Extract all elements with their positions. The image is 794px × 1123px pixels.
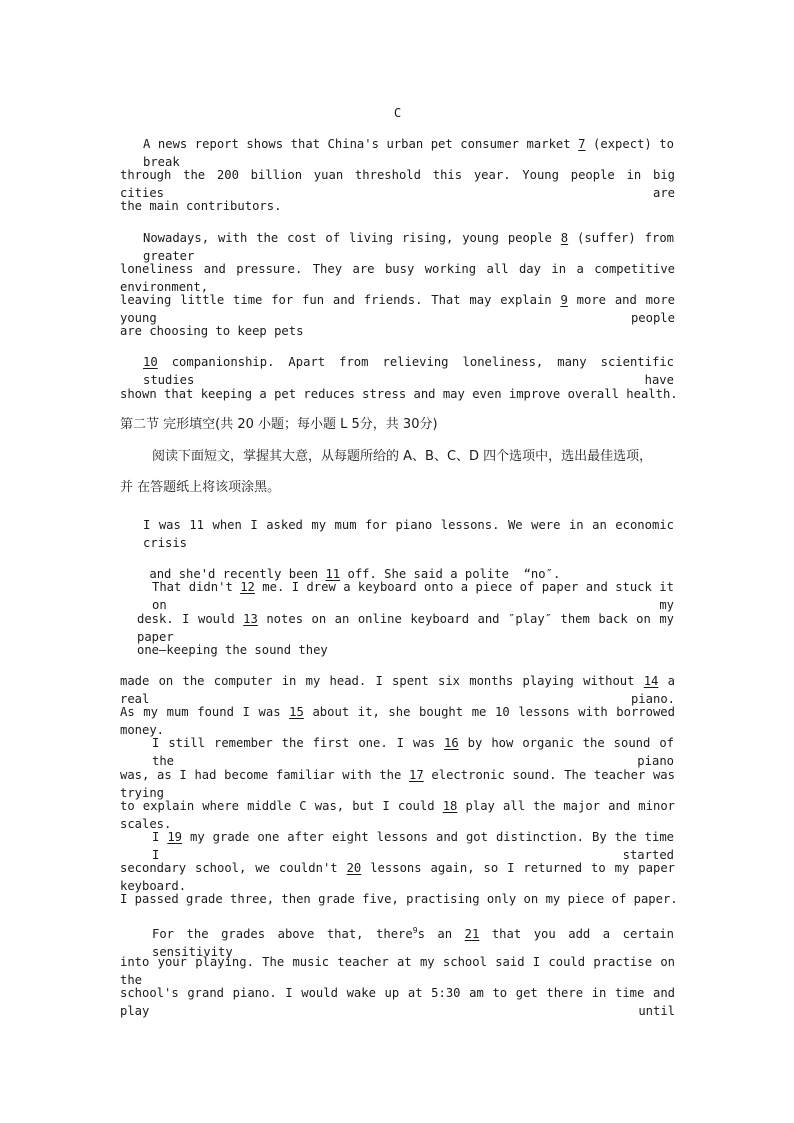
instruction-line: 阅读下面短文，掌握其大意，从每题所给的 A、B、C、D 四个选项中，选出最佳选项， bbox=[152, 449, 653, 464]
text: For the grades above that, there bbox=[152, 927, 413, 942]
blank-number: 17 bbox=[409, 768, 424, 782]
text: (expect) to break bbox=[143, 137, 674, 169]
text: electronic sound. The teacher was trying bbox=[120, 768, 675, 800]
passage-line bbox=[152, 922, 674, 960]
passage-line: the main contributors. bbox=[120, 199, 282, 213]
passage-line bbox=[143, 353, 674, 387]
passage-line bbox=[152, 578, 674, 612]
passage-line: one—keeping the sound they bbox=[137, 643, 328, 657]
blank-number: 21 bbox=[464, 927, 480, 942]
text: more and more young people bbox=[120, 293, 676, 325]
text: s an bbox=[417, 927, 465, 942]
text: That didn't bbox=[152, 580, 241, 594]
passage-line bbox=[152, 734, 675, 768]
passage-line: into your playing. The music teacher at my school said I could practise on the bbox=[120, 955, 675, 987]
blank-number: 20 bbox=[346, 861, 362, 875]
text: made on the computer in my head. I spent six months playing without bbox=[120, 674, 644, 688]
blank-number: 14 bbox=[643, 674, 659, 688]
passage-line bbox=[120, 547, 675, 581]
passage-line bbox=[152, 828, 674, 862]
blank-number: 11 bbox=[325, 567, 341, 581]
text: I bbox=[152, 830, 168, 844]
passage-line bbox=[120, 291, 676, 325]
blank-number: 7 bbox=[578, 137, 586, 151]
text: lessons again, so I returned to my paper keyboard. bbox=[120, 861, 675, 893]
text: a real piano. bbox=[120, 674, 675, 706]
passage-line bbox=[143, 135, 674, 169]
text: to explain where middle C was, but I could bbox=[120, 799, 443, 813]
text: and she'd recently been bbox=[149, 567, 326, 581]
blank-number: 10 bbox=[143, 355, 158, 369]
blank-number: 15 bbox=[289, 705, 304, 719]
text: by how organic the sound of the piano bbox=[152, 736, 675, 768]
text: A news report shows that China's urban pet consumer market bbox=[143, 137, 579, 151]
instruction-line: 并 在答题纸上将该项涂黑。 bbox=[120, 480, 281, 495]
passage-line bbox=[120, 766, 675, 800]
text: secondary school, we couldn't bbox=[120, 861, 347, 875]
blank-number: 12 bbox=[240, 580, 255, 594]
passage-line bbox=[143, 229, 674, 263]
superscript: 9 bbox=[412, 926, 418, 935]
text: notes on an online keyboard and ″play″ them back on my paper bbox=[137, 612, 675, 644]
passage-line bbox=[120, 797, 675, 831]
text: leaving little time for fun and friends. That may explain bbox=[120, 293, 561, 307]
passage-line: shown that keeping a pet reduces stress and may even improve overall health. bbox=[120, 387, 678, 401]
passage-line bbox=[137, 610, 675, 644]
passage-line: school's grand piano. I would wake up at 5:30 am to get there in time and play until bbox=[120, 986, 675, 1018]
passage-line: I passed grade three, then grade five, practising only on my piece of paper. bbox=[120, 892, 678, 906]
text: desk. I would bbox=[137, 612, 244, 626]
blank-number: 8 bbox=[560, 231, 569, 245]
text: companionship. Apart from relieving loneliness, many scientific studies have bbox=[143, 355, 674, 387]
text: I still remember the first one. I was bbox=[152, 736, 444, 750]
passage-line bbox=[120, 703, 675, 737]
blank-number: 19 bbox=[167, 830, 183, 844]
text: about it, she bought me 10 lessons with borrowed money. bbox=[120, 705, 675, 737]
passage-line bbox=[120, 672, 675, 706]
blank-number: 16 bbox=[444, 736, 459, 750]
section-heading: C bbox=[393, 106, 402, 120]
blank-number: 9 bbox=[560, 293, 568, 307]
text: As my mum found I was bbox=[120, 705, 290, 719]
text: my grade one after eight lessons and got distinction. By the time I started bbox=[152, 830, 674, 862]
section-title: 第二节 完形填空(共 20 小题；每小题 L 5分，共 30分) bbox=[120, 417, 438, 432]
blank-number: 13 bbox=[243, 612, 258, 626]
text: was, as I had become familiar with the bbox=[120, 768, 410, 782]
blank-number: 18 bbox=[442, 799, 458, 813]
text: play all the major and minor scales. bbox=[120, 799, 675, 831]
passage-line: loneliness and pressure. They are busy working all day in a competitive environment, bbox=[120, 262, 675, 294]
text: (suffer) from greater bbox=[143, 231, 674, 263]
text: off. She said a polite “no″. bbox=[340, 567, 561, 581]
text: Nowadays, with the cost of living rising, young people bbox=[143, 231, 561, 245]
passage-line: through the 200 billion yuan threshold this year. Young people in big cities are bbox=[120, 168, 675, 200]
text: me. I drew a keyboard onto a piece of paper and stuck it on my bbox=[152, 580, 674, 612]
passage-line: I was 11 when I asked my mum for piano lessons. We were in an economic crisis bbox=[143, 518, 674, 550]
passage-line: are choosing to keep pets bbox=[120, 324, 304, 338]
passage-line bbox=[120, 859, 675, 893]
text: that you add a certain sensitivity bbox=[152, 927, 674, 960]
